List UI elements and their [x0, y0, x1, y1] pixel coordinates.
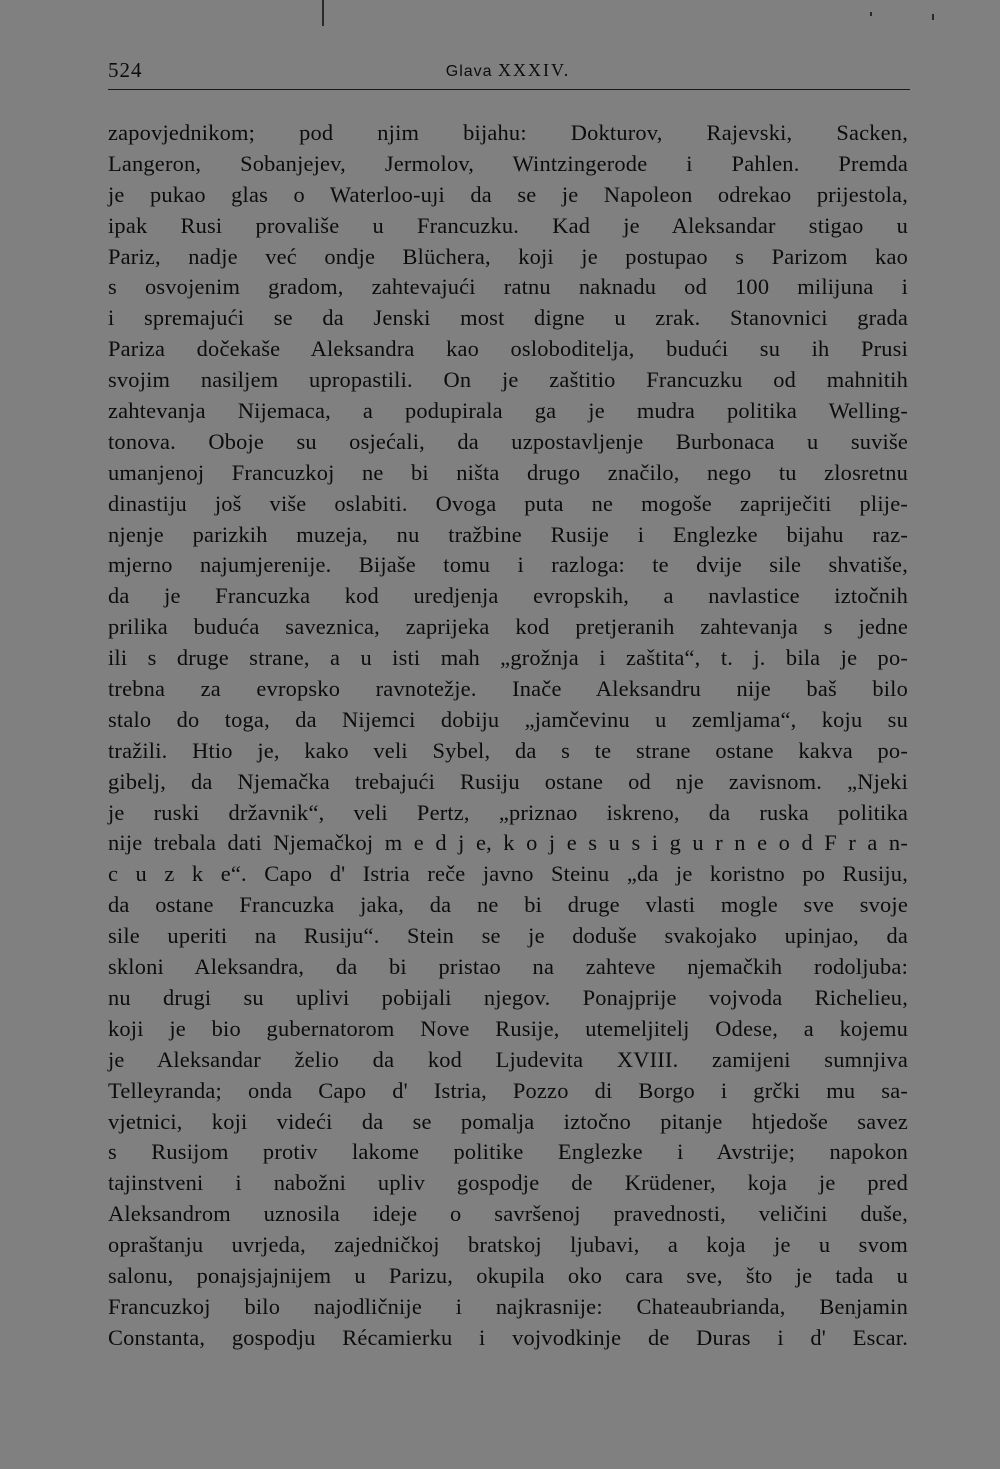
text-line: Telleyranda; onda Capo d' Istria, Pozzo di Borgo i grčki mu sa-: [108, 1077, 908, 1103]
text-line: Pariz, nadje već ondje Blüchera, koji je postupao s Parizom kao: [108, 243, 908, 269]
text-line: je pukao glas o Waterloo-uȷi da se je Napoleon odrekao prijestola,: [108, 181, 908, 207]
text-line: skloni Aleksandra, da bi pristao na zahteve njemačkih rodoljuba:: [108, 954, 908, 980]
text-line: Francuzkoj bilo najodličnije i najkrasnije: Chateaubrianda, Benjamin: [108, 1293, 908, 1319]
text-line: s Rusijom protiv lakome politike Englezke i Avstrije; napokon: [108, 1139, 908, 1165]
text-line: da ostane Francuzka jaka, da ne bi druge vlasti mogle sve svoje: [108, 892, 908, 918]
text-line: Constanta, gospodju Récamierku i vojvodkinje de Duras i d' Escar.: [108, 1324, 908, 1350]
text-line: sile uperiti na Rusiju“. Stein se je doduše svakojako upinjao, da: [108, 923, 908, 949]
text-line: tražili. Htio je, kako veli Sybel, da s te strane ostane kakva po-: [108, 737, 908, 763]
text-line: njenje parizkih muzeja, nu tražbine Rusije i Englezke bijahu raz-: [108, 521, 908, 547]
running-header: [108, 56, 908, 90]
text-line: Langeron, Sobanjejev, Jermolov, Wintzingerode i Pahlen. Premda: [108, 150, 908, 176]
text-line: s osvojenim gradom, zahtevajući ratnu naknadu od 100 milijuna i: [108, 274, 908, 300]
text-line: ili s druge strane, a u isti mah „grožnja i zaštita“, t. j. bila je po-: [108, 645, 908, 671]
text-line: Pariza dočekaše Aleksandra kao osloboditelja, budući su ih Prusi: [108, 336, 908, 362]
text-line: koji je bio gubernatorom Nove Rusije, utemeljitelj Odese, a kojemu: [108, 1015, 908, 1041]
header-rule: [108, 89, 910, 90]
scan-mark: [932, 14, 934, 20]
text-line: nu drugi su uplivi pobijali njegov. Ponajprije vojvoda Richelieu,: [108, 984, 908, 1010]
scan-mark: [870, 12, 872, 16]
text-line: trebna za evropsko ravnotežje. Inače Aleksandru nije baš bilo: [108, 676, 908, 702]
text-line: i spremajući se da Jenski most digne u zrak. Stanovnici grada: [108, 305, 908, 331]
text-line: umanjenoj Francuzkoj ne bi ništa drugo značilo, nego tu zlosretnu: [108, 459, 908, 485]
text-line: dinastiju još više oslabiti. Ovoga puta ne mogoše zapriječiti plije-: [108, 490, 908, 516]
text-line: opraštanju uvrjeda, zajedničkoj bratskoj ljubavi, a koja je u svom: [108, 1232, 908, 1258]
text-line: Aleksandrom uznosila ideje o savršenoj pravednosti, veličini duše,: [108, 1201, 908, 1227]
text-line: tonova. Oboje su osjećali, da uzpostavljenje Burbonaca u suviše: [108, 428, 908, 454]
text-line: nije trebala dati Njemačkoj m e d j e, k o j e s u s i g u r n e o d F r a n-: [108, 830, 908, 856]
text-line: c u z k e“. Capo d' Istria reče javno Steinu „da je koristno po Rusiju,: [108, 861, 908, 887]
page-number: 524: [108, 58, 143, 82]
text-line: zapovjednikom; pod njim bijahu: Dokturov, Rajevski, Sacken,: [108, 120, 908, 145]
text-line: tajinstveni i nabožni upliv gospodje de Krüdener, koja je pred: [108, 1170, 908, 1196]
text-line: je ruski državnik“, veli Pertz, „priznao iskreno, da ruska politika: [108, 799, 908, 825]
chapter-word: Glava: [445, 63, 493, 80]
text-line: mjerno najumjerenije. Bijaše tomu i razloga: te dvije sile shvatiše,: [108, 552, 908, 578]
scan-mark: [322, 0, 324, 26]
text-line: stalo do toga, da Nijemci dobiju „jamčevinu u zemljama“, koju su: [108, 706, 908, 732]
chapter-heading: [108, 60, 908, 81]
chapter-roman-numeral: XXXIV.: [498, 60, 571, 80]
text-line: prilika buduća saveznica, zaprijeka kod pretjeranih zahtevanja s jedne: [108, 614, 908, 640]
text-line: zahtevanja Nijemaca, a podupirala ga je mudra politika Welling-: [108, 398, 908, 424]
text-line: ipak Rusi provališe u Francuzku. Kad je Aleksandar stigao u: [108, 212, 908, 238]
text-line: je Aleksandar želio da kod Ljudevita XVIII. zamijeni sumnjiva: [108, 1046, 908, 1072]
text-line: svojim nasiljem upropastili. On je zaštitio Francuzku od mahnitih: [108, 367, 908, 393]
text-line: gibelj, da Njemačka trebajući Rusiju ostane od nje zavisnom. „Njeki: [108, 768, 908, 794]
body-text: [108, 118, 908, 1354]
text-line: vjetnici, koji videći da se pomalja iztočno pitanje htjedoše savez: [108, 1108, 908, 1134]
text-line: salonu, ponajsjajnijem u Parizu, okupila oko cara sve, što je tada u: [108, 1262, 908, 1288]
text-line: da je Francuzka kod uredjenja evropskih, a navlastice iztočnih: [108, 583, 908, 609]
